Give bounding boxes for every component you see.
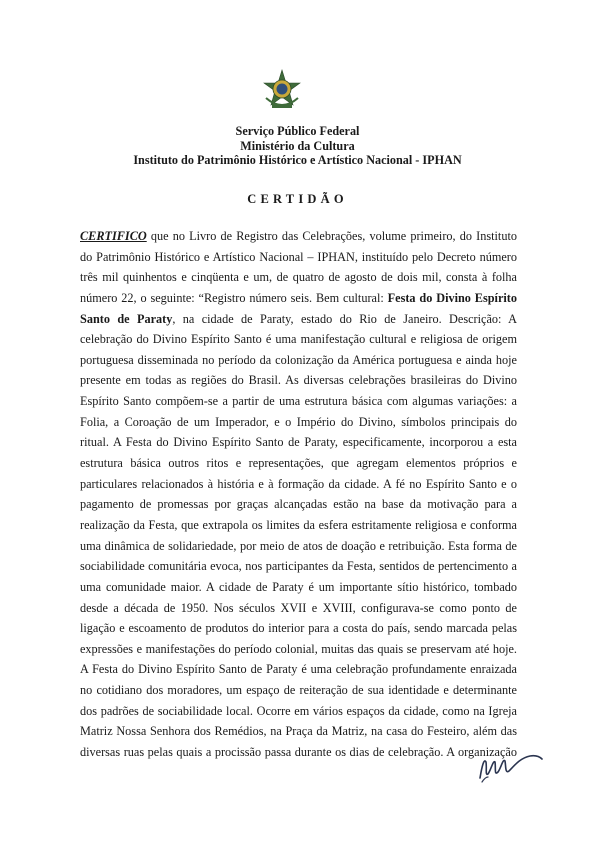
body-line: pagamento de promessas por graças alcançadas estão na base da motivação para a [80, 497, 517, 512]
body-line: Matriz Nossa Senhora dos Remédios, na Praça da Matriz, na casa do Festeiro, além das [80, 724, 517, 739]
coat-of-arms-icon [260, 68, 304, 112]
letterhead-line-institute: Instituto do Patrimônio Histórico e Artístico Nacional - IPHAN [133, 153, 462, 167]
certifico-lead: CERTIFICO [80, 229, 147, 243]
body-line: sociabilidade comunitária evoca, nos participantes da Festa, sentidos de pertencimento a [80, 559, 517, 574]
body-line: expressões e manifestações do período colonial, muitas das quais se preservam até hoje. [80, 641, 517, 656]
body-line: uma comunidade maior. A cidade de Paraty é um importante sítio histórico, tombado [80, 579, 517, 594]
body-line: realização da Festa, que extrapola os limites da esfera estritamente religiosa e conforma [80, 517, 517, 532]
body-line: dos padrões de sociabilidade local. Ocorre em vários espaços da cidade, como na Igreja [80, 703, 517, 718]
handwritten-signature [474, 744, 546, 784]
body-line: A Festa do Divino Espírito Santo de Paraty é uma celebração profundamente enraizada [80, 662, 517, 677]
bem-cultural-name-cont: Santo de Paraty [80, 311, 173, 326]
body-line: presente em todas as regiões do Brasil. As diversas celebrações brasileiras do Divino [80, 373, 517, 388]
body-line: do Patrimônio Histórico e Artístico Nacional – IPHAN, instituído pelo Decreto número [80, 249, 517, 264]
body-line: número 22, o seguinte: “Registro número seis. Bem cultural: Festa do Divino Espírito [80, 290, 517, 305]
body-line: ligação e escoamento de produtos do interior para a costa do país, sendo marcada pelas [80, 621, 517, 636]
body-line: CERTIFICO que no Livro de Registro das Celebrações, volume primeiro, do Instituto [80, 229, 517, 243]
letterhead [0, 124, 595, 168]
body-line: estrutura básica outros ritos e representações, que agregam elementos próprios e [80, 456, 517, 471]
body-line: desde a década de 1950. Nos séculos XVII e XVIII, configurava-se como ponto de [80, 600, 517, 615]
body-line: Santo de Paraty, na cidade de Paraty, estado do Rio de Janeiro. Descrição: A [80, 311, 517, 326]
letterhead-line-ministry: Ministério da Cultura [240, 138, 355, 153]
body-line: particulares relacionados à história e à formação da cidade. A fé no Espírito Santo e o [80, 476, 517, 491]
body-line: três mil quinhentos e cinqüenta e um, de quatro de agosto de dois mil, consta à folha [80, 270, 517, 285]
body-line: ritual. A Festa do Divino Espírito Santo de Paraty, especificamente, incorporou a esta [80, 435, 517, 450]
letterhead-line-service: Serviço Público Federal [235, 124, 360, 138]
body-line: no cotidiano dos moradores, um espaço de reiteração de sua identidade e determinante [80, 683, 517, 698]
body-line: Folia, a Coroação de um Imperador, e o Império do Divino, símbolos principais do [80, 414, 517, 429]
body-line: portuguesa disseminada no período da colonização da América portuguesa e ainda hoje [80, 352, 517, 367]
bem-cultural-name: Festa do Divino Espírito [387, 290, 517, 305]
body-line: diversas ruas pelas quais a procissão passa durante os dias de celebração. A organização [80, 745, 517, 760]
document-title: CERTIDÃO [247, 192, 348, 206]
certificate-body [80, 226, 517, 763]
body-line: celebração do Divino Espírito Santo é uma manifestação cultural e religiosa de origem [80, 332, 517, 347]
body-line: uma dinâmica de solidariedade, por meio de atos de doação e retribuição. Esta forma de [80, 538, 517, 553]
body-line: Espírito Santo compõem-se a partir de uma estrutura básica com algumas variações: a [80, 394, 517, 409]
